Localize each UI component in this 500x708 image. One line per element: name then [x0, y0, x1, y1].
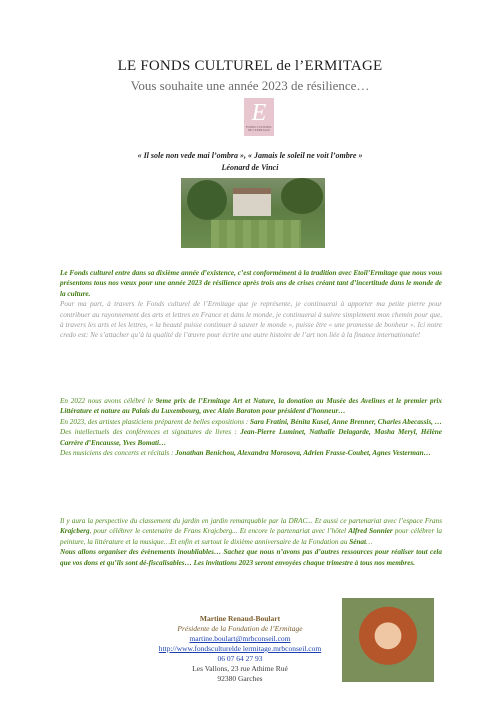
perspective-text-2: , pour célébrer le centenaire de Frans Krajcberg... Et encore le partenariat avec l’hôtel: [89, 527, 349, 536]
portrait-photo: [342, 598, 434, 682]
signature-name: Martine Renaud-Boulart: [199, 614, 281, 623]
quote-text: « Il sole non vede mai l’ombra », « Jamais le soleil ne voit l’ombre »: [137, 151, 363, 160]
perspective-krajcberg: Krajcberg: [60, 527, 90, 536]
website-link[interactable]: http://www.fondsculturelde lermitage.mrbconseil.com: [158, 644, 322, 653]
paragraph-intro: [60, 268, 442, 341]
intro-personal: Pour ma part, à travers le Fonds culturel de l’Ermitage que je représente, je continuerai à apporter ma petite pierre pour contribuer au rayonnement des arts et lettres en France et dans le monde, je continuerai à suivre simplement mon chemin pour que, à travers les arts et les lettres, « la beauté puisse continuer à sauver le monde », puisse être « une promesse de bonheur ». Ici notre credo est: Ne s’attacher qu’à la qualité de l’œuvre pour écrire une autre histoire de l’art non liée à la finance internationale!: [60, 300, 442, 340]
quote-author: Léonard de Vinci: [221, 163, 279, 172]
intro-bold: Le Fonds culturel entre dans sa dixième année d’existence, c’est conformément à la tradition avec Etoil’Ermitage que nous vous présentons tous nos vœux pour une année 2023 de résilience après trois ans de crises créant tant d’incertitude dans le monde de la culture.: [60, 269, 442, 298]
address-line-1: Les Vallons, 23 rue Athime Rué: [192, 664, 288, 673]
phone-number: 06 07 64 27 93: [217, 654, 263, 663]
events-2023-artists: Sara Fratini, Bénita Kusel, Anne Brenner, Charles Abecassis, …: [249, 417, 442, 426]
perspective-text-3: pour célébrer la peinture, la littérature et la musique…Et enfin et surtout le dixième anniversaire de la Fondation au: [60, 527, 442, 546]
email-link[interactable]: martine.boulart@mrbconseil.com: [189, 634, 291, 643]
page-subtitle: Vous souhaite une année 2023 de résilience…: [130, 78, 370, 93]
paragraph-perspective: [60, 516, 442, 568]
ermitage-logo: [244, 98, 274, 136]
signature-role: Présidente de la Fondation de l’Ermitage: [177, 624, 303, 633]
perspective-sonnier: Alfred Sonnier: [348, 527, 393, 536]
events-musicians: Jonathan Benichou, Alexandra Morosova, Adrien Frasse-Coubet, Agnes Vesterman…: [175, 449, 431, 458]
events-2022-lead: En 2022 nous avons célébré le: [60, 397, 156, 405]
perspective-text-1: Il y aura la perspective du classement du jardin en jardin remarquable par la DRAC... Et aussi ce partenariat avec l’espace Frans: [60, 517, 442, 525]
perspective-closing: Nous allons organiser des évènements inoubliables… Sachez que nous n’avons pas d’autres ressources pour réaliser tout cela que vos dons et qu’ils sont dé-fiscalisables… Les invitations 2023 seront envoyées chaque trimestre à tous nos membres.: [60, 548, 442, 567]
garden-photo: [181, 178, 325, 248]
address-line-2: 92380 Garches: [217, 674, 263, 683]
events-intellectuals: Jean-Pierre Luminet, Nathalie Delagarde, Masha Meryl, Hélène Carrère d’Encausse, Yves Bomati…: [60, 428, 442, 447]
quote-block: [0, 150, 500, 174]
events-musicians-lead: Des musiciens des concerts et récitals :: [60, 449, 176, 458]
perspective-text-4: …: [366, 537, 373, 546]
logo-tagline: FONDS CULTUREL DE L'ERMITAGE: [246, 125, 272, 132]
logo-letter: E: [251, 100, 267, 126]
perspective-senat: Sénat: [349, 537, 367, 546]
events-intellectuals-lead: Des intellectuels des conférences et signatures de livres :: [60, 428, 241, 437]
events-2023-lead: En 2023, des artistes plasticiens préparent de belles expositions :: [60, 417, 250, 426]
page-title: LE FONDS CULTUREL de l’ERMITAGE: [117, 58, 383, 74]
signature-block: [130, 614, 350, 684]
paragraph-events: [60, 396, 442, 458]
events-2022-detail: 9eme prix de l’Ermitage Art et Nature, la donation au Musée des Avelines et le premier prix Littérature et nature au Palais du Luxembourg, avec Alain Baraton pour président d’honneur…: [60, 397, 442, 416]
